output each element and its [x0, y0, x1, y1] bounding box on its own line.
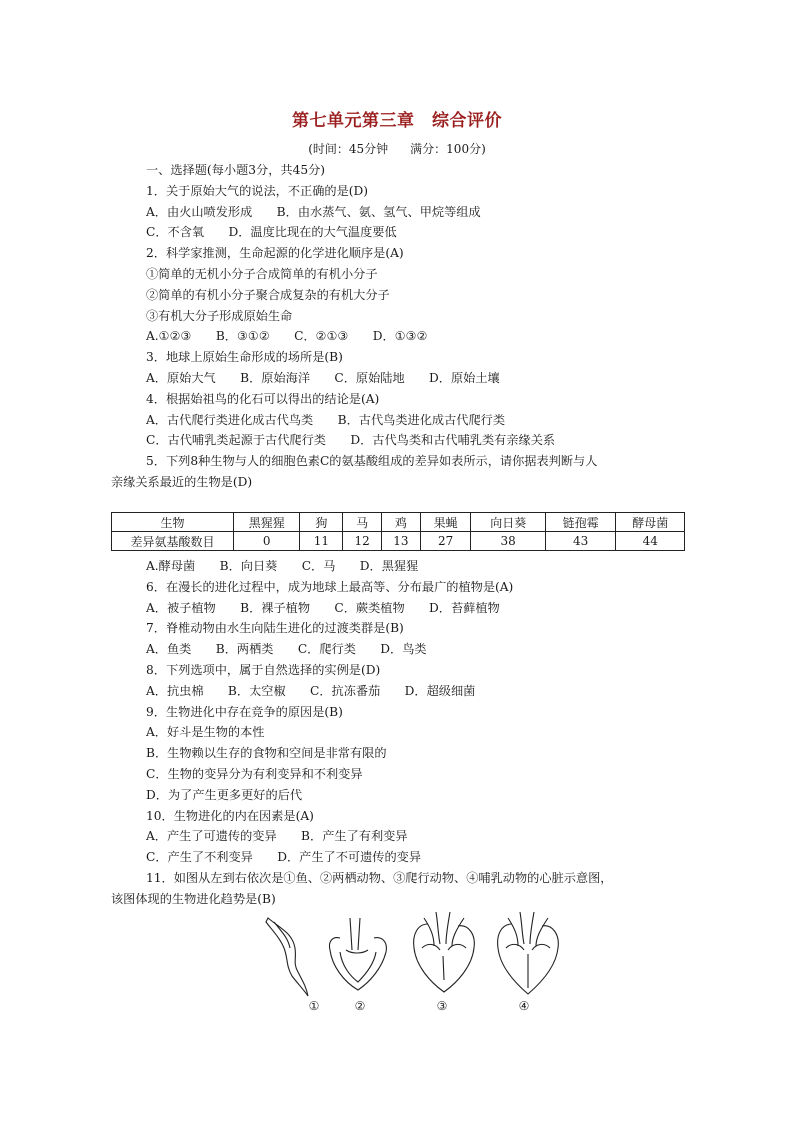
exam-meta — [0, 140, 794, 157]
q4-options-ab: A．古代爬行类进化成古代鸟类 B．古代鸟类进化成古代爬行类 — [146, 412, 506, 427]
page-title: 第七单元第三章 综合评价 — [292, 111, 502, 131]
table-cell: 果蝇 — [420, 513, 471, 532]
amphibian-heart-icon — [329, 918, 386, 990]
q8-stem: 8．下列选项中，属于自然选择的实例是(D) — [146, 662, 381, 677]
figure-label-4: ④ — [518, 999, 530, 1013]
table-cell: 生物 — [112, 513, 234, 532]
q10-options-ab: A．产生了可遗传的变异 B．产生了有利变异 — [146, 829, 408, 844]
q1-options-ab: A．由火山喷发形成 B．由水蒸气、氨、氢气、甲烷等组成 — [146, 204, 481, 219]
figure-label-2: ② — [354, 999, 366, 1013]
q4-stem: 4．根据始祖鸟的化石可以得出的结论是(A) — [146, 391, 380, 406]
amino-acid-table — [111, 512, 685, 551]
mammal-heart-icon — [498, 912, 559, 994]
table-row — [112, 532, 685, 551]
q3-stem: 3．地球上原始生命形成的场所是(B) — [146, 350, 343, 365]
table-cell: 11 — [300, 532, 343, 551]
figure-label-3: ③ — [436, 999, 448, 1013]
q5-options: A.酵母菌 B．向日葵 C．马 D．黑猩猩 — [146, 559, 419, 573]
q2-step-1: ①简单的无机小分子合成简单的有机小分子 — [146, 266, 378, 281]
questions-bottom — [146, 556, 686, 889]
q7-options: A．鱼类 B．两栖类 C．爬行类 D．鸟类 — [146, 642, 427, 657]
table-cell: 链孢霉 — [545, 513, 615, 532]
q2-step-3: ③有机大分子形成原始生命 — [146, 308, 293, 323]
q10-options-cd: C．产生了不利变异 D．产生了不可遗传的变异 — [146, 850, 422, 865]
table-cell: 马 — [343, 513, 382, 532]
q2-step-2: ②简单的有机小分子聚合成复杂的有机大分子 — [146, 287, 390, 302]
q9-option-d: D．为了产生更多更好的后代 — [146, 787, 303, 802]
q9-stem: 9．生物进化中存在竞争的原因是(B) — [146, 704, 343, 719]
q1-options-cd: C．不含氧 D．温度比现在的大气温度要低 — [146, 225, 397, 240]
table-cell: 44 — [616, 532, 685, 551]
q3-options: A．原始大气 B．原始海洋 C．原始陆地 D．原始土壤 — [146, 370, 500, 385]
table-cell: 酵母菌 — [616, 513, 685, 532]
table-cell: 狗 — [300, 513, 343, 532]
q7-stem: 7．脊椎动物由水生向陆生进化的过渡类群是(B) — [146, 621, 404, 636]
table-cell: 43 — [545, 532, 615, 551]
full-score: 满分：100分) — [410, 142, 486, 156]
table-cell: 12 — [343, 532, 382, 551]
q6-stem: 6．在漫长的进化过程中，成为地球上最高等、分布最广的植物是(A) — [146, 579, 514, 594]
q9-option-c: C．生物的变异分为有利变异和不利变异 — [146, 766, 363, 781]
reptile-heart-icon — [414, 912, 475, 992]
q11-stem-cont: 该图体现的生物进化趋势是(B) — [111, 892, 276, 906]
table-cell: 27 — [420, 532, 471, 551]
table-cell: 13 — [382, 532, 421, 551]
q9-option-a: A．好斗是生物的本性 — [146, 725, 265, 740]
table-cell: 向日葵 — [471, 513, 545, 532]
table-cell: 0 — [233, 532, 300, 551]
table-cell: 黑猩猩 — [233, 513, 300, 532]
heart-diagram — [262, 910, 562, 1015]
section-heading: 一、选择题(每小题3分，共45分) — [146, 163, 326, 177]
time-limit: (时间：45分钟 — [308, 142, 389, 156]
table-cell: 差异氨基酸数目 — [112, 532, 234, 551]
table-cell: 38 — [471, 532, 545, 551]
q2-options: A.①②③ B．③①② C．②①③ D．①③② — [146, 329, 428, 344]
fish-heart-icon — [266, 918, 308, 996]
q5-stem-cont: 亲缘关系最近的生物是(D) — [111, 475, 253, 489]
q2-stem: 2．科学家推测，生命起源的化学进化顺序是(A) — [146, 246, 404, 261]
questions-top — [146, 160, 686, 472]
q1-stem: 1．关于原始大气的说法，不正确的是(D) — [146, 183, 369, 198]
q8-options: A．抗虫棉 B．太空椒 C．抗冻番茄 D．超级细菌 — [146, 683, 476, 698]
table-header-row — [112, 513, 685, 532]
figure-label-1: ① — [308, 999, 320, 1013]
q5-stem: 5．下列8种生物与人的细胞色素C的氨基酸组成的差异如表所示，请你据表判断与人 — [146, 454, 598, 469]
q4-options-cd: C．古代哺乳类起源于古代爬行类 D．古代鸟类和古代哺乳类有亲缘关系 — [146, 433, 556, 448]
q10-stem: 10．生物进化的内在因素是(A) — [146, 808, 314, 823]
q9-option-b: B．生物赖以生存的食物和空间是非常有限的 — [146, 746, 387, 761]
q6-options: A．被子植物 B．裸子植物 C．蕨类植物 D．苔藓植物 — [146, 600, 500, 615]
table-cell: 鸡 — [382, 513, 421, 532]
q11-stem: 11．如图从左到右依次是①鱼、②两栖动物、③爬行动物、④哺乳动物的心脏示意图， — [146, 870, 613, 885]
